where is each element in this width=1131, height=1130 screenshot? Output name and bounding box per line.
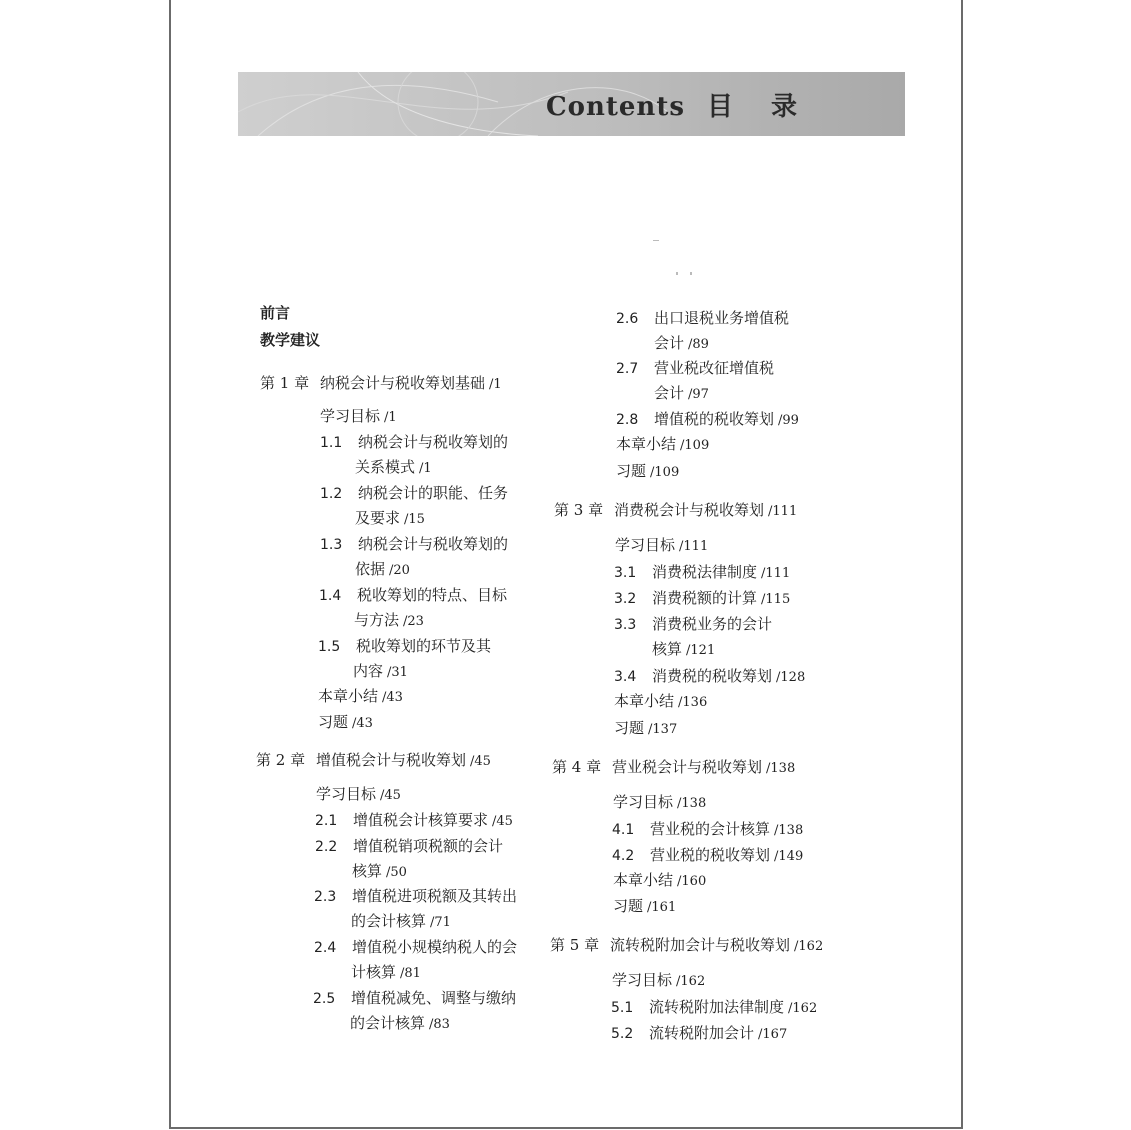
scan-speck	[676, 272, 678, 275]
contents-title	[546, 86, 835, 123]
toc-section-2-5[interactable]	[313, 988, 516, 1009]
section-title: 增值税会计核算要求	[353, 811, 489, 829]
page-number: /109	[650, 465, 680, 480]
section-title-cont: 的会计核算	[350, 1014, 426, 1032]
toc-section-2-5-cont	[350, 1013, 450, 1035]
scan-speck	[690, 272, 692, 275]
toc-section-1-4-cont	[354, 610, 424, 632]
section-title-cont: 及要求	[355, 509, 401, 527]
toc-learning-goals[interactable]	[612, 970, 705, 992]
page-number: /109	[680, 438, 710, 453]
toc-exercises[interactable]	[616, 461, 679, 483]
toc-chapter-5[interactable]	[550, 935, 823, 957]
chapter-label: 第 4 章	[552, 758, 602, 776]
entry-title: 本章小结	[614, 692, 675, 710]
section-number: 2.8	[616, 412, 639, 428]
section-number: 1.2	[320, 486, 343, 502]
page-number: /83	[429, 1017, 450, 1032]
page-number: /161	[647, 900, 677, 915]
toc-section-2-4-cont	[351, 962, 421, 984]
section-number: 2.3	[314, 889, 337, 905]
chapter-title: 纳税会计与税收筹划基础	[320, 374, 486, 392]
section-title: 税收筹划的特点、目标	[357, 586, 508, 604]
page-number: /149	[774, 849, 804, 864]
toc-section-3-3[interactable]	[614, 614, 772, 635]
section-title: 增值税销项税额的会计	[353, 837, 504, 855]
toc-chapter-summary[interactable]	[616, 434, 709, 456]
section-title-cont: 内容	[353, 662, 384, 680]
page-number: /160	[677, 874, 707, 889]
section-number: 4.2	[612, 848, 635, 864]
toc-section-3-2[interactable]	[614, 588, 790, 610]
section-title: 纳税会计的职能、任务	[358, 484, 509, 502]
toc-section-1-1[interactable]	[320, 432, 508, 453]
page-number: /162	[676, 974, 706, 989]
toc-section-2-1[interactable]	[315, 810, 513, 832]
page-number: /71	[430, 915, 451, 930]
entry-title: 习题	[614, 719, 645, 737]
entry-title: 本章小结	[318, 687, 379, 705]
entry-title: 学习目标	[613, 793, 674, 811]
section-title: 消费税的税收筹划	[652, 667, 773, 685]
toc-chapter-summary[interactable]	[613, 870, 706, 892]
toc-section-2-8[interactable]	[616, 409, 799, 431]
entry-title: 习题	[613, 897, 644, 915]
section-title-cont: 会计	[654, 334, 685, 352]
page-number: /138	[766, 761, 796, 776]
toc-section-2-3[interactable]	[314, 886, 517, 907]
contents-title-en: Contents	[545, 92, 685, 122]
toc-exercises[interactable]	[614, 718, 677, 740]
chapter-title: 增值税会计与税收筹划	[316, 751, 467, 769]
page-number: /138	[677, 796, 707, 811]
toc-section-4-1[interactable]	[612, 819, 803, 841]
toc-chapter-summary[interactable]	[318, 686, 403, 708]
page-number: /81	[400, 966, 421, 981]
toc-chapter-4[interactable]	[552, 757, 795, 779]
section-title: 流转税附加会计	[649, 1024, 755, 1042]
section-number: 2.5	[313, 991, 336, 1007]
section-number: 1.5	[318, 639, 341, 655]
section-title: 流转税附加法律制度	[649, 998, 785, 1016]
page-number: /97	[688, 387, 709, 402]
section-title: 营业税改征增值税	[654, 359, 775, 377]
section-title: 纳税会计与税收筹划的	[358, 535, 509, 553]
section-title: 增值税的税收筹划	[654, 410, 775, 428]
toc-section-1-2[interactable]	[320, 483, 508, 504]
scan-speck	[653, 240, 659, 241]
toc-section-2-7-cont	[654, 383, 709, 405]
section-number: 1.1	[320, 435, 343, 451]
section-title: 消费税额的计算	[652, 589, 758, 607]
page-number: /89	[688, 337, 709, 352]
page-number: /45	[470, 754, 491, 769]
section-number: 5.1	[611, 1000, 634, 1016]
page-number: /162	[788, 1001, 818, 1016]
section-title-cont: 计核算	[351, 963, 397, 981]
section-number: 1.3	[320, 537, 343, 553]
page-number: /121	[686, 643, 716, 658]
toc-section-2-2-cont	[352, 861, 407, 883]
section-number: 1.4	[319, 588, 342, 604]
section-title-cont: 与方法	[354, 611, 400, 629]
page-number: /23	[403, 614, 424, 629]
page-number: /111	[679, 539, 709, 554]
toc-section-3-3-cont	[652, 639, 715, 661]
toc-teaching-advice[interactable]: 教学建议	[260, 331, 321, 349]
section-title: 出口退税业务增值税	[654, 309, 790, 327]
toc-learning-goals[interactable]	[613, 792, 706, 814]
toc-section-2-6[interactable]	[616, 308, 789, 329]
contents-banner	[238, 72, 905, 136]
section-number: 2.7	[616, 361, 639, 377]
section-number: 4.1	[612, 822, 635, 838]
toc-section-5-2[interactable]	[611, 1023, 787, 1045]
section-title: 纳税会计与税收筹划的	[358, 433, 509, 451]
page-number: /43	[382, 690, 403, 705]
section-title-cont: 关系模式	[355, 458, 416, 476]
page-number: /1	[489, 377, 502, 392]
page-number: /111	[761, 566, 791, 581]
toc-section-2-6-cont	[654, 333, 709, 355]
section-number: 2.6	[616, 311, 639, 327]
section-title: 消费税业务的会计	[652, 615, 773, 633]
page-number: /45	[492, 814, 513, 829]
section-number: 2.1	[315, 813, 338, 829]
section-title: 营业税的税收筹划	[650, 846, 771, 864]
page-number: /111	[768, 504, 798, 519]
chapter-label: 第 1 章	[260, 374, 310, 392]
toc-section-1-3-cont	[355, 559, 410, 581]
section-title-cont: 的会计核算	[351, 912, 427, 930]
page-number: /115	[761, 592, 791, 607]
page-number: /128	[776, 670, 806, 685]
page-number: /15	[404, 512, 425, 527]
section-title-cont: 依据	[355, 560, 386, 578]
entry-title: 本章小结	[616, 435, 677, 453]
toc-section-5-1[interactable]	[611, 997, 817, 1019]
page-number: /138	[774, 823, 804, 838]
toc-section-2-2[interactable]	[315, 836, 503, 857]
entry-title: 习题	[318, 713, 349, 731]
page-number: /50	[386, 865, 407, 880]
contents-title-cn: 目录	[706, 92, 835, 122]
toc-section-1-2-cont	[355, 508, 425, 530]
toc-learning-goals[interactable]	[320, 406, 397, 428]
toc-section-1-5-cont	[353, 661, 408, 683]
section-number: 3.3	[614, 617, 637, 633]
section-number: 3.2	[614, 591, 637, 607]
toc-section-3-1[interactable]	[614, 562, 790, 584]
page-number: /1	[419, 461, 432, 476]
section-title: 增值税进项税额及其转出	[352, 887, 518, 905]
section-title: 消费税法律制度	[652, 563, 758, 581]
page-number: /162	[794, 939, 824, 954]
entry-title: 学习目标	[316, 785, 377, 803]
toc-section-2-4[interactable]	[314, 937, 517, 958]
chapter-title: 营业税会计与税收筹划	[612, 758, 763, 776]
section-title: 增值税减免、调整与缴纳	[351, 989, 517, 1007]
page-number: /136	[678, 695, 708, 710]
page-number: /167	[758, 1027, 788, 1042]
page-number: /31	[387, 665, 408, 680]
section-number: 2.2	[315, 839, 338, 855]
page-number: /99	[778, 413, 799, 428]
chapter-label: 第 2 章	[256, 751, 306, 769]
toc-section-2-7[interactable]	[616, 358, 774, 379]
page-number: /1	[384, 410, 397, 425]
entry-title: 学习目标	[320, 407, 381, 425]
toc-chapter-2[interactable]	[256, 750, 491, 772]
section-number: 5.2	[611, 1026, 634, 1042]
toc-section-3-4[interactable]	[614, 666, 805, 688]
toc-preface[interactable]: 前言	[260, 304, 291, 322]
entry-title: 学习目标	[615, 536, 676, 554]
chapter-title: 消费税会计与税收筹划	[614, 501, 765, 519]
toc-exercises[interactable]	[613, 896, 676, 918]
chapter-label: 第 5 章	[550, 936, 600, 954]
section-title: 增值税小规模纳税人的会	[352, 938, 518, 956]
page-number: /20	[389, 563, 410, 578]
toc-section-1-4[interactable]	[319, 585, 507, 606]
page-frame	[169, 0, 963, 1129]
section-title: 税收筹划的环节及其	[356, 637, 492, 655]
section-title: 营业税的会计核算	[650, 820, 771, 838]
toc-section-1-3[interactable]	[320, 534, 508, 555]
toc-learning-goals[interactable]	[615, 535, 708, 557]
entry-title: 学习目标	[612, 971, 673, 989]
toc-learning-goals[interactable]	[316, 784, 401, 806]
entry-title: 习题	[616, 462, 647, 480]
section-title-cont: 核算	[652, 640, 683, 658]
section-number: 3.1	[614, 565, 637, 581]
toc-chapter-3[interactable]	[554, 500, 797, 522]
entry-title: 本章小结	[613, 871, 674, 889]
toc-chapter-1[interactable]	[260, 373, 502, 395]
section-number: 3.4	[614, 669, 637, 685]
section-title-cont: 核算	[352, 862, 383, 880]
page-number: /43	[352, 716, 373, 731]
toc-section-4-2[interactable]	[612, 845, 803, 867]
chapter-title: 流转税附加会计与税收筹划	[610, 936, 791, 954]
page-number: /45	[380, 788, 401, 803]
page-number: /137	[648, 722, 678, 737]
section-number: 2.4	[314, 940, 337, 956]
toc-section-2-3-cont	[351, 911, 451, 933]
toc-section-1-5[interactable]	[318, 636, 491, 657]
toc-chapter-summary[interactable]	[614, 691, 707, 713]
section-title-cont: 会计	[654, 384, 685, 402]
toc-section-1-1-cont	[355, 457, 432, 479]
chapter-label: 第 3 章	[554, 501, 604, 519]
toc-exercises[interactable]	[318, 712, 373, 734]
